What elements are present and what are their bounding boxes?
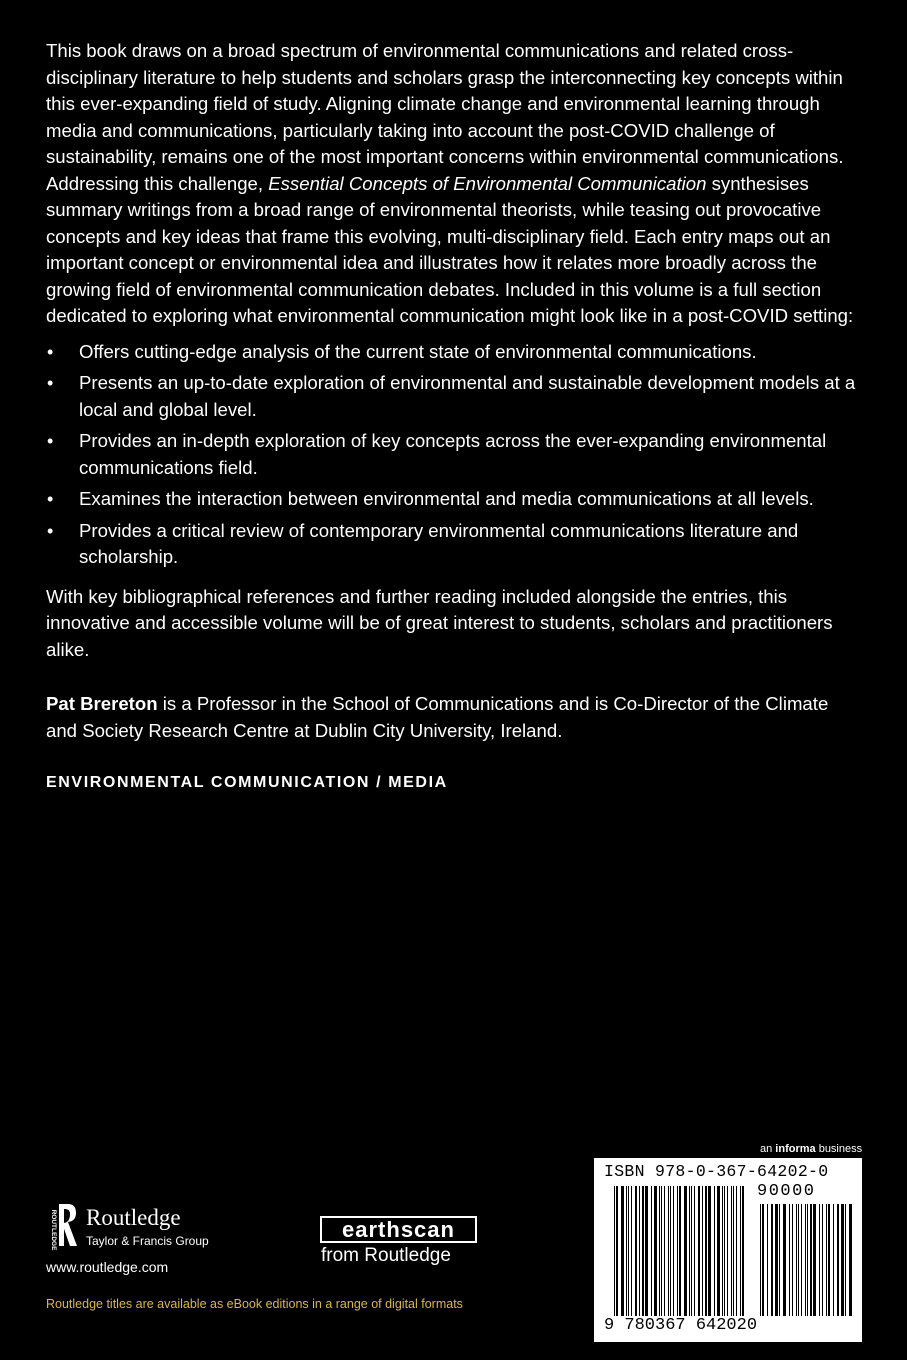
- bullet-icon: •: [47, 373, 54, 393]
- informa-word: informa: [775, 1143, 816, 1155]
- intro-book-title: Essential Concepts of Environmental Communication: [268, 172, 707, 194]
- publisher-group: Taylor & Francis Group: [86, 1234, 209, 1248]
- list-item: [46, 370, 864, 423]
- list-item-text: Provides a critical review of contemporary environmental communications literature and scholarship.: [79, 519, 799, 567]
- closing-paragraph: With key bibliographical references and further reading included alongside the entries, this innovative and accessible volume will be of great interest to students, scholars and practitioners alike.: [46, 585, 833, 660]
- routledge-mark-icon: [44, 1202, 78, 1256]
- intro-text-part2: synthesises summary writings from a broad range of environmental theorists, while teasing out provocative concepts and key ideas that frame this evolving, multi-disciplinary field. Each entry maps out an important concept or environmental idea and illustrates how it relates more broadly across the growing field of environmental communication debates. Included in this volume is a full section dedicated to exploring what environmental communication might look like in a post-COVID setting:: [46, 172, 854, 326]
- list-item: [46, 486, 864, 513]
- list-item-text: Offers cutting-edge analysis of the current state of environmental communications.: [79, 340, 757, 362]
- price-addon-digits: 90000: [757, 1182, 816, 1201]
- bullet-icon: •: [47, 431, 54, 451]
- feature-list: [46, 339, 864, 571]
- isbn-barcode: [594, 1158, 862, 1342]
- informa-business-label: [760, 1143, 862, 1155]
- ebook-availability-note: Routledge titles are available as eBook editions in a range of digital formats: [46, 1297, 463, 1311]
- list-item-text: Presents an up-to-date exploration of environmental and sustainable development models at a local and global level.: [79, 372, 856, 420]
- isbn-number: ISBN 978-0-367-64202-0: [604, 1162, 829, 1181]
- subject-category: ENVIRONMENTAL COMMUNICATION / MEDIA: [46, 774, 448, 791]
- publisher-website: www.routledge.com: [46, 1259, 169, 1275]
- barcode-bars: [594, 1158, 862, 1342]
- list-item-text: Provides an in-depth exploration of key concepts across the ever-expanding environmental communications field.: [79, 430, 827, 478]
- earthscan-logo: [320, 1216, 477, 1243]
- list-item-text: Examines the interaction between environmental and media communications at all levels.: [79, 488, 814, 509]
- description-block: [46, 38, 864, 797]
- routledge-logo: [44, 1202, 244, 1256]
- informa-prefix: an: [760, 1143, 776, 1155]
- publisher-name: Routledge: [86, 1205, 181, 1230]
- author-bio-text: is a Professor in the School of Communications and is Co-Director of the Climate and Society Research Centre at Dublin City University, Ireland.: [46, 693, 829, 741]
- author-name: Pat Brereton: [46, 693, 158, 714]
- ean-digits: 9 780367 642020: [604, 1316, 758, 1335]
- intro-paragraph: [46, 38, 864, 330]
- list-item: [46, 428, 864, 481]
- bullet-icon: •: [47, 489, 54, 509]
- intro-text-part1: This book draws on a broad spectrum of environmental communications and related cross-disciplinary literature to help students and scholars grasp the interconnecting key concepts within this ever-expanding field of study. Aligning climate change and environmental learning through media and communications, particularly taking into account the post-COVID challenge of sustainability, remains one of the most important concerns within environmental communications. Addressing this challenge,: [46, 40, 844, 194]
- routledge-vertical-text: ROUTLEDGE: [50, 1209, 57, 1251]
- list-item: [46, 518, 864, 571]
- author-bio: [46, 691, 864, 744]
- imprint-name: earthscan: [342, 1216, 455, 1242]
- bullet-icon: •: [47, 341, 54, 362]
- imprint-subtitle: from Routledge: [321, 1245, 451, 1266]
- list-item: [46, 339, 864, 366]
- informa-suffix: business: [815, 1143, 863, 1155]
- bullet-icon: •: [47, 520, 54, 541]
